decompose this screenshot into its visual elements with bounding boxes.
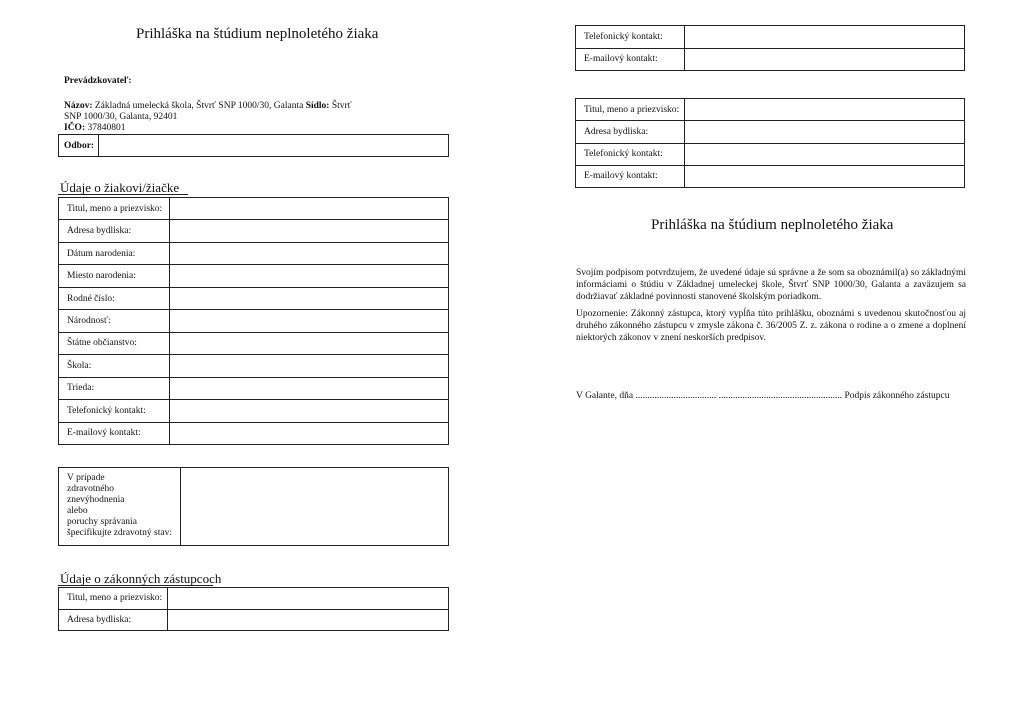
guardian-table: [58, 587, 449, 631]
contact-field-label: E-mailový kontakt:: [576, 48, 685, 71]
health-label-line: alebo: [67, 506, 88, 516]
student-section-heading: Údaje o žiakovi/žiačke: [60, 180, 180, 195]
guardian-field-label: Adresa bydliska:: [59, 609, 168, 631]
guardian2-field-label: Telefonický kontakt:: [576, 143, 685, 165]
student-field-input[interactable]: [170, 287, 449, 309]
seat-value-start: Štvrť: [331, 101, 352, 111]
student-field-label: Dátum narodenia:: [59, 242, 170, 264]
guardian-field-input[interactable]: [168, 609, 449, 631]
student-field-label: Trieda:: [59, 377, 170, 399]
signature-label: Podpis zákonného zástupcu: [844, 391, 950, 401]
student-field-label: E-mailový kontakt:: [59, 422, 170, 444]
student-field-input[interactable]: [170, 310, 449, 332]
student-field-input[interactable]: [170, 400, 449, 422]
student-section-underline: [58, 194, 188, 195]
guardian-section-heading: Údaje o zákonných zástupcoch: [60, 571, 222, 586]
student-field-label: Titul, meno a priezvisko:: [59, 198, 170, 220]
health-label-line: zdravotného: [67, 484, 114, 494]
guardian1-contact-table: [575, 25, 965, 71]
name-value: Základná umelecká škola, Štvrť SNP 1000/30, Galanta: [94, 101, 304, 111]
guardian2-field-input[interactable]: [685, 143, 965, 165]
student-field-input[interactable]: [170, 265, 449, 287]
student-field-input[interactable]: [170, 332, 449, 354]
health-input[interactable]: [181, 468, 449, 546]
guardian2-field-label: E-mailový kontakt:: [576, 165, 685, 187]
student-field-input[interactable]: [170, 220, 449, 242]
health-label-line: znevýhodnenia: [67, 495, 125, 505]
student-field-label: Rodné číslo:: [59, 287, 170, 309]
health-table: [58, 467, 449, 546]
guardian-section-underline: [58, 585, 213, 586]
student-field-label: Adresa bydliska:: [59, 220, 170, 242]
ico-label: IČO:: [64, 123, 86, 133]
student-field-input[interactable]: [170, 355, 449, 377]
health-label-line: V prípade: [67, 473, 105, 483]
health-label-line: špecifikujte zdravotný stav:: [67, 528, 172, 538]
contact-field-input[interactable]: [685, 48, 965, 71]
seat-value-address: SNP 1000/30, Galanta, 92401: [64, 112, 178, 122]
place-label: V Galante, dňa: [576, 391, 634, 401]
notice-text: Upozornenie: Zákonný zástupca, ktorý vypĺňa túto prihlášku, oboznámi s uvedenou skutočnosťou aj druhého zákonného zástupcu v zmysle zákona č. 36/2005 Z. z. zákona o rodine a o zmene a doplnení niektorých zákonov v znení neskorších predpisov.: [576, 309, 966, 343]
student-field-input[interactable]: [170, 198, 449, 220]
student-field-label: Národnosť:: [59, 310, 170, 332]
department-input[interactable]: [99, 135, 449, 157]
left-form-title: Prihláška na štúdium neplnoletého žiaka: [136, 26, 379, 42]
name-label: Názov:: [64, 101, 93, 111]
seat-label: Sídlo:: [305, 101, 330, 111]
operator-details: [64, 101, 364, 134]
guardian2-field-input[interactable]: [685, 121, 965, 143]
department-label: Odbor:: [59, 135, 99, 157]
date-field[interactable]: ..................................: [635, 391, 717, 401]
student-field-input[interactable]: [170, 377, 449, 399]
signature-field[interactable]: ....................................................: [718, 391, 843, 401]
guardian2-field-input[interactable]: [685, 99, 965, 121]
declaration-text: Svojím podpisom potvrdzujem, že uvedené údaje sú správne a že som sa oboznámil(a) so základnými informáciami o štúdiu v Základnej umeleckej škole, Štvrť SNP 1000/30, Galanta a zaväzujem sa dodržiavať základné povinnosti stanovené školským poriadkom.: [576, 268, 966, 302]
student-table: [58, 197, 449, 445]
guardian2-field-input[interactable]: [685, 165, 965, 187]
student-field-label: Miesto narodenia:: [59, 265, 170, 287]
right-form-title: Prihláška na štúdium neplnoletého žiaka: [651, 217, 894, 233]
health-label: [59, 468, 181, 546]
guardian2-field-label: Titul, meno a priezvisko:: [576, 99, 685, 121]
student-field-label: Telefonický kontakt:: [59, 400, 170, 422]
ico-value: 37840801: [87, 123, 126, 133]
department-table: [58, 134, 449, 157]
guardian2-table: [575, 98, 965, 188]
contact-field-label: Telefonický kontakt:: [576, 26, 685, 49]
operator-heading: Prevádzkovateľ:: [64, 76, 132, 86]
guardian2-field-label: Adresa bydliska:: [576, 121, 685, 143]
student-field-label: Štátne občianstvo:: [59, 332, 170, 354]
student-field-input[interactable]: [170, 422, 449, 444]
guardian-field-input[interactable]: [168, 588, 449, 610]
health-label-line: poruchy správania: [67, 517, 137, 527]
student-field-input[interactable]: [170, 242, 449, 264]
contact-field-input[interactable]: [685, 26, 965, 49]
student-field-label: Škola:: [59, 355, 170, 377]
guardian-field-label: Titul, meno a priezvisko:: [59, 588, 168, 610]
signature-line: [576, 391, 949, 402]
